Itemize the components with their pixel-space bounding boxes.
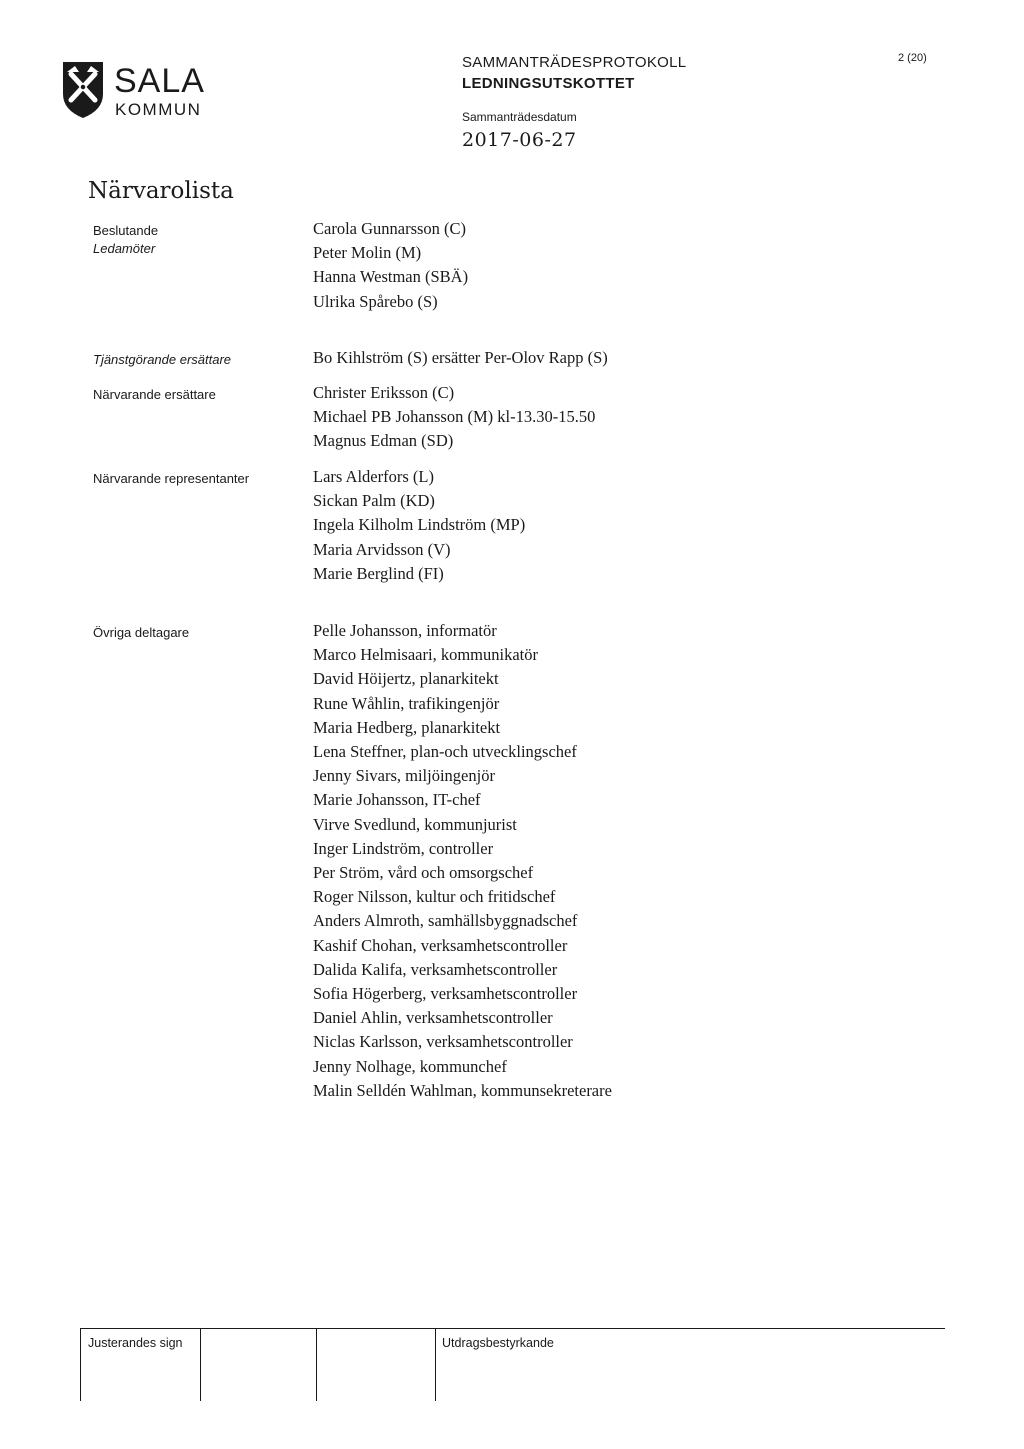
narvarande-representanter-label: Närvarande representanter (93, 471, 250, 486)
list-item: David Höijertz, planarkitekt (313, 669, 499, 689)
document-type: SAMMANTRÄDESPROTOKOLL (462, 54, 687, 71)
list-item: Marco Helmisaari, kommunikatör (313, 645, 538, 665)
list-item: Ingela Kilholm Lindström (MP) (313, 515, 526, 535)
meeting-date: 2017-06-27 (462, 129, 577, 151)
logo-subtitle: KOMMUN (115, 100, 202, 119)
committee-name: LEDNINGSUTSKOTTET (462, 75, 635, 92)
list-item: Marie Johansson, IT-chef (313, 790, 481, 810)
list-item: Pelle Johansson, informatör (313, 621, 497, 640)
list-item: Michael PB Johansson (M) kl-13.30-15.50 (313, 407, 596, 427)
ovriga-deltagare-list (313, 619, 612, 1103)
list-item: Virve Svedlund, kommunjurist (313, 814, 517, 834)
list-item: Malin Selldén Wahlman, kommunsekreterare (313, 1080, 612, 1100)
list-item: Lars Alderfors (L) (313, 467, 434, 486)
page-number: 2 (20) (898, 52, 927, 64)
list-item: Carola Gunnarsson (C) (313, 219, 467, 238)
narvarande-ersattare-list (313, 381, 595, 454)
narvarande-representanter-list (313, 465, 525, 586)
list-item: Ulrika Spårebo (S) (313, 291, 438, 311)
list-item: Niclas Karlsson, verksamhetscontroller (313, 1032, 573, 1052)
footer-box-edge (316, 1329, 317, 1401)
list-item: Anders Almroth, samhällsbyggnadschef (313, 911, 578, 931)
list-item: Lena Steffner, plan-och utvecklingschef (313, 742, 577, 762)
footer-box-edge (80, 1329, 81, 1401)
sala-kommun-logo (60, 56, 250, 136)
tjanstgorande-list (313, 346, 608, 370)
footer-divider (80, 1328, 945, 1329)
coat-of-arms-icon (60, 60, 106, 120)
ovriga-deltagare-label: Övriga deltagare (93, 625, 190, 640)
meeting-date-label: Sammanträdesdatum (462, 110, 577, 124)
list-item: Kashif Chohan, verksamhetscontroller (313, 935, 568, 955)
beslutande-list (313, 217, 468, 314)
list-item: Maria Hedberg, planarkitekt (313, 717, 501, 737)
footer-box-edge (200, 1329, 201, 1401)
logo-name: SALA (114, 62, 205, 100)
list-item: Bo Kihlström (S) ersätter Per-Olov Rapp (S) (313, 348, 608, 367)
list-item: Jenny Nolhage, kommunchef (313, 1056, 507, 1076)
list-item: Peter Molin (M) (313, 243, 422, 263)
tjanstgorande-label: Tjänstgörande ersättare (93, 352, 232, 367)
list-item: Magnus Edman (SD) (313, 431, 454, 451)
list-item: Inger Lindström, controller (313, 838, 494, 858)
list-item: Hanna Westman (SBÄ) (313, 267, 469, 287)
list-item: Sofia Högerberg, verksamhetscontroller (313, 984, 578, 1004)
utdragsbestyrkande-label: Utdragsbestyrkande (442, 1336, 554, 1350)
ledamoter-label: Ledamöter (93, 241, 156, 256)
list-item: Rune Wåhlin, trafikingenjör (313, 693, 500, 713)
list-item: Christer Eriksson (C) (313, 383, 455, 402)
list-item: Jenny Sivars, miljöingenjör (313, 766, 495, 786)
narvarande-ersattare-label: Närvarande ersättare (93, 387, 216, 402)
page-title: Närvarolista (88, 178, 234, 204)
footer-box-edge (435, 1329, 436, 1401)
list-item: Marie Berglind (FI) (313, 563, 444, 583)
justerandes-sign-label: Justerandes sign (88, 1336, 183, 1350)
beslutande-label: Beslutande (93, 223, 159, 238)
list-item: Per Ström, vård och omsorgschef (313, 863, 534, 883)
list-item: Roger Nilsson, kultur och fritidschef (313, 887, 556, 907)
list-item: Maria Arvidsson (V) (313, 539, 451, 559)
list-item: Daniel Ahlin, verksamhetscontroller (313, 1008, 553, 1028)
list-item: Dalida Kalifa, verksamhetscontroller (313, 959, 558, 979)
list-item: Sickan Palm (KD) (313, 491, 435, 511)
